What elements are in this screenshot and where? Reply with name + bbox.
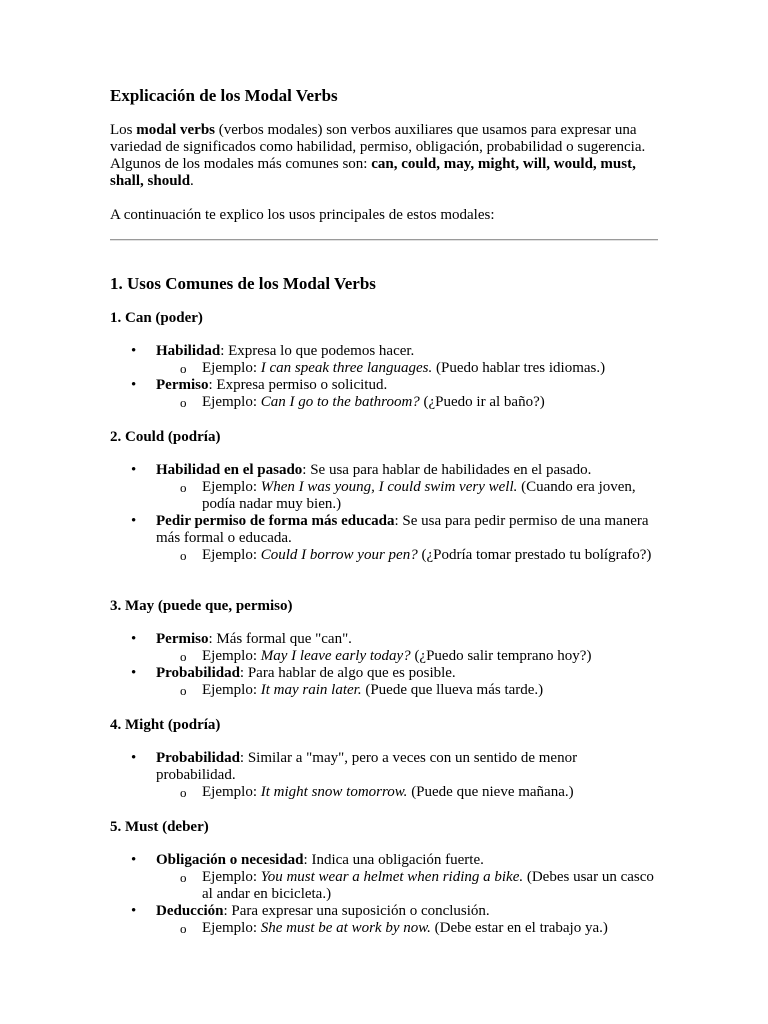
example-prefix: Ejemplo: [202, 547, 261, 563]
example-item [156, 869, 658, 903]
example-translation: (Puedo hablar tres idiomas.) [432, 360, 606, 376]
example-item [156, 360, 658, 377]
example-sentence: You must wear a helmet when riding a bike. [260, 869, 524, 885]
subheading-may: 3. May (puede que, permiso) [110, 598, 293, 614]
list-might [110, 750, 658, 801]
horizontal-divider [110, 239, 658, 241]
example-list [156, 869, 658, 903]
intro-text-a: Los [110, 122, 137, 138]
example-prefix: Ejemplo: [202, 869, 261, 885]
example-sentence: Could I borrow your pen? [260, 547, 418, 563]
item-text: : Se usa para pedir permiso de una manera más formal o educada. [156, 513, 649, 546]
list-item [110, 750, 658, 801]
list-may [110, 631, 658, 699]
example-item [156, 479, 658, 513]
intro-term-modal-verbs: modal verbs [136, 122, 215, 138]
example-list [156, 547, 658, 564]
example-prefix: Ejemplo: [202, 394, 261, 410]
example-sentence: Can I go to the bathroom? [260, 394, 420, 410]
item-label: Permiso [156, 377, 209, 393]
example-item [156, 920, 658, 937]
item-text: : Se usa para hablar de habilidades en el pasado. [302, 462, 592, 478]
example-prefix: Ejemplo: [202, 648, 261, 664]
subheading-could: 2. Could (podría) [110, 429, 221, 445]
list-could [110, 462, 658, 564]
example-sentence: May I leave early today? [260, 648, 411, 664]
example-translation: (¿Podría tomar prestado tu bolígrafo?) [417, 547, 652, 563]
item-label: Permiso [156, 631, 209, 647]
example-list [156, 360, 658, 377]
list-item [110, 462, 658, 513]
example-item [156, 682, 658, 699]
section-title-usos-comunes: 1. Usos Comunes de los Modal Verbs [110, 274, 376, 293]
example-list [156, 682, 658, 699]
example-translation: (¿Puedo salir temprano hoy?) [410, 648, 592, 664]
example-prefix: Ejemplo: [202, 784, 261, 800]
intro-text-e: . [190, 173, 194, 189]
list-item [110, 513, 658, 564]
example-item [156, 648, 658, 665]
item-label: Probabilidad [156, 750, 240, 766]
document-title: Explicación de los Modal Verbs [110, 86, 338, 105]
example-list [156, 394, 658, 411]
list-must [110, 852, 658, 937]
intro-modal-list: can, could, may, might, will, would, must, shall, should [110, 156, 636, 189]
item-label: Habilidad en el pasado [156, 462, 303, 478]
list-can [110, 343, 658, 411]
item-label: Deducción [156, 903, 224, 919]
example-translation: (Cuando era joven, podía nadar muy bien.) [202, 479, 636, 512]
subheading-must: 5. Must (deber) [110, 819, 209, 835]
item-text: : Indica una obligación fuerte. [303, 852, 484, 868]
example-sentence: It may rain later. [260, 682, 362, 698]
example-translation: (Puede que nieve mañana.) [407, 784, 574, 800]
intro-paragraph [110, 122, 658, 190]
item-text: : Expresa permiso o solicitud. [208, 377, 388, 393]
item-text: : Expresa lo que podemos hacer. [220, 343, 415, 359]
item-text: : Para expresar una suposición o conclusión. [223, 903, 490, 919]
example-list [156, 784, 658, 801]
example-translation: (Puede que llueva más tarde.) [361, 682, 544, 698]
example-item [156, 547, 658, 564]
item-text: : Para hablar de algo que es posible. [239, 665, 456, 681]
list-item [110, 903, 658, 937]
item-label: Habilidad [156, 343, 221, 359]
list-item [110, 852, 658, 903]
example-prefix: Ejemplo: [202, 920, 261, 936]
example-translation: (¿Puedo ir al baño?) [419, 394, 545, 410]
item-text: : Más formal que "can". [208, 631, 352, 647]
item-label: Probabilidad [156, 665, 240, 681]
example-prefix: Ejemplo: [202, 479, 261, 495]
example-sentence: I can speak three languages. [260, 360, 433, 376]
example-sentence: She must be at work by now. [260, 920, 431, 936]
example-sentence: When I was young, I could swim very well. [260, 479, 518, 495]
item-label: Obligación o necesidad [156, 852, 304, 868]
example-sentence: It might snow tomorrow. [260, 784, 408, 800]
example-list [156, 479, 658, 513]
example-translation: (Debe estar en el trabajo ya.) [430, 920, 608, 936]
example-list [156, 920, 658, 937]
example-item [156, 394, 658, 411]
intro-continuation: A continuación te explico los usos principales de estos modales: [110, 207, 495, 223]
example-translation: (Debes usar un casco al andar en bicicleta.) [202, 869, 654, 902]
example-prefix: Ejemplo: [202, 682, 261, 698]
item-label: Pedir permiso de forma más educada [156, 513, 395, 529]
list-item [110, 343, 658, 377]
list-item [110, 665, 658, 699]
subheading-can: 1. Can (poder) [110, 310, 203, 326]
example-item [156, 784, 658, 801]
item-text: : Similar a "may", pero a veces con un sentido de menor probabilidad. [156, 750, 578, 783]
list-item [110, 631, 658, 665]
example-list [156, 648, 658, 665]
list-item [110, 377, 658, 411]
subheading-might: 4. Might (podría) [110, 717, 221, 733]
example-prefix: Ejemplo: [202, 360, 261, 376]
intro-text-c: (verbos modales) son verbos auxiliares que usamos para expresar una variedad de significados como habilidad, permiso, obligación, probabilidad o sugerencia. Algunos de los modales más comunes son: [110, 122, 646, 172]
